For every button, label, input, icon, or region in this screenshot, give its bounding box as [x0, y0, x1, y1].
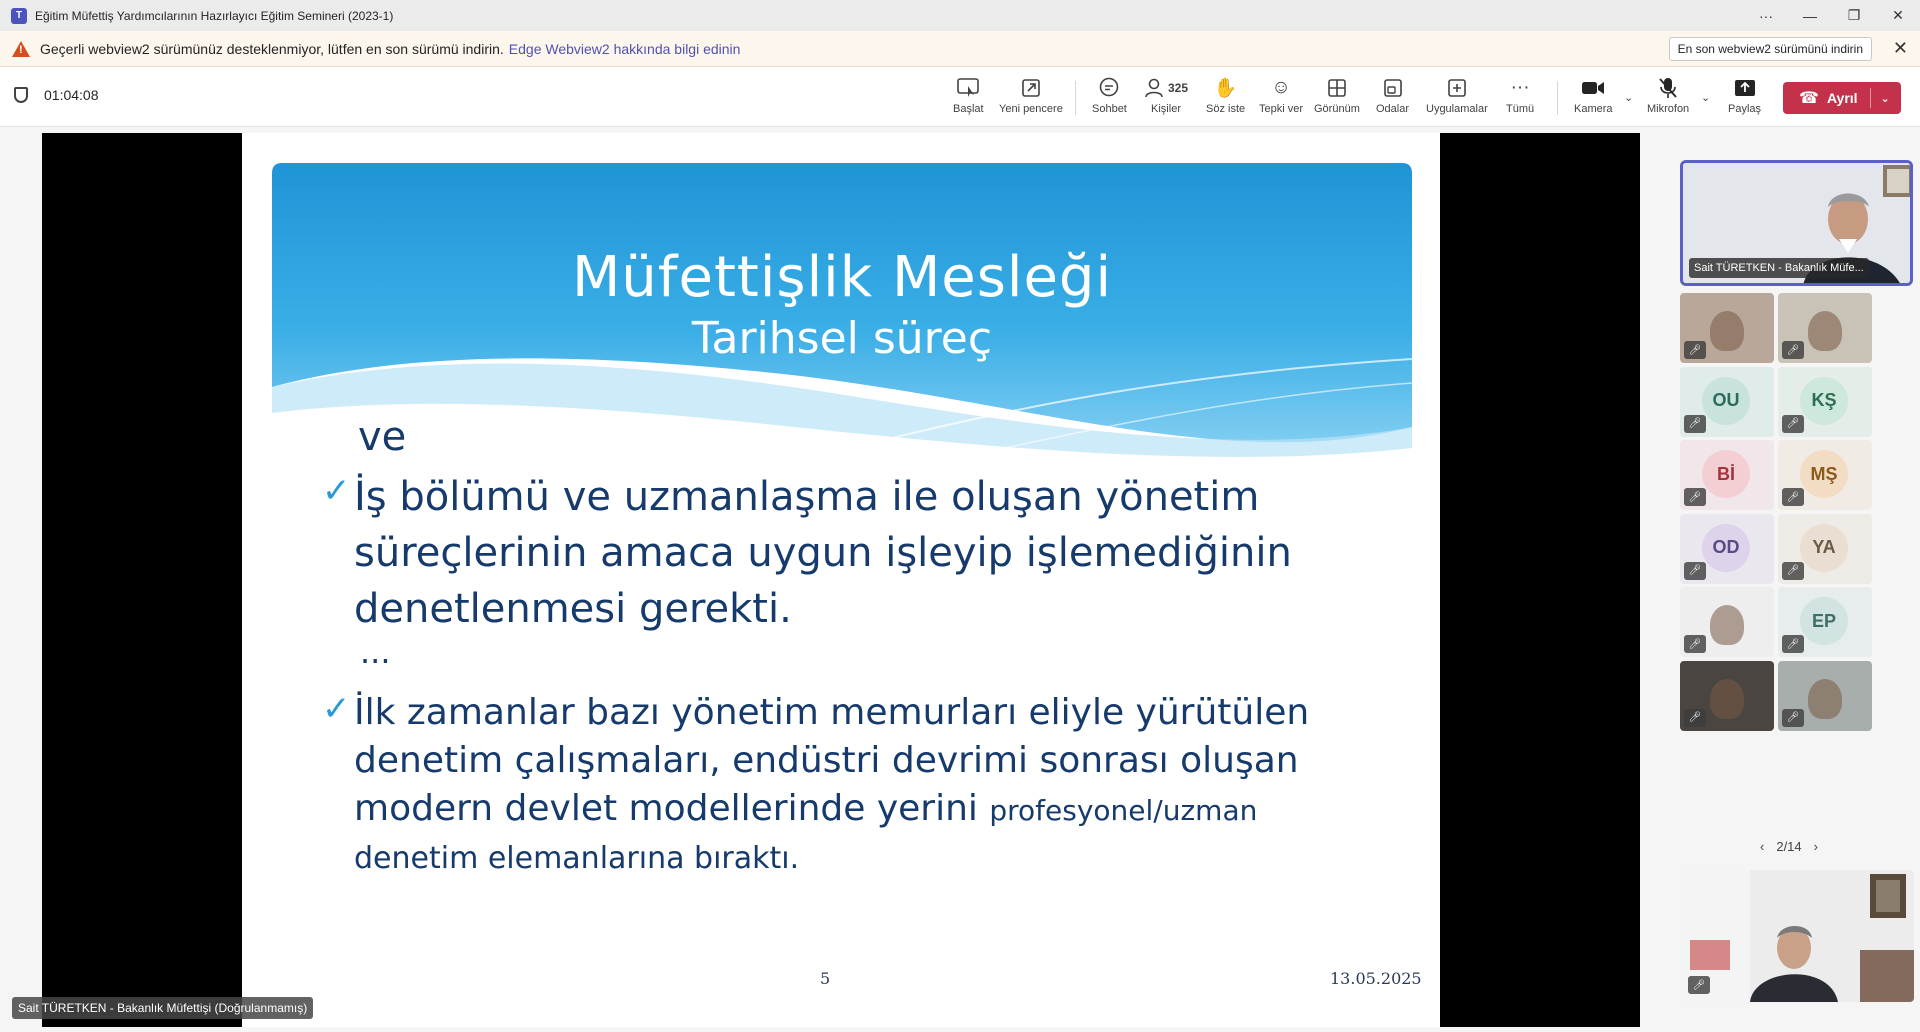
toolbar-separator — [1557, 81, 1558, 115]
smiley-icon: ☺ — [1271, 77, 1291, 98]
mic-muted-icon: 🎤︎ — [1782, 562, 1804, 580]
chat-icon — [1098, 75, 1120, 101]
leave-options-chevron-icon[interactable]: ⌄ — [1880, 92, 1890, 105]
camera-button[interactable]: Kamera — [1574, 75, 1613, 121]
camera-options-chevron-icon[interactable]: ⌄ — [1624, 92, 1634, 104]
slide-bullet-2 — [354, 689, 1309, 883]
webview-info-link[interactable]: Edge Webview2 hakkında bilgi edinin — [508, 40, 741, 57]
teams-app-icon: T — [11, 8, 27, 24]
meeting-timer — [14, 87, 99, 103]
participant-tile[interactable] — [1680, 514, 1774, 584]
bullet2-line: denetim çalışmaları, endüstri devrimi sonrası oluşan — [354, 740, 1299, 781]
leave-divider — [1870, 88, 1871, 108]
slide-subtitle: Tarihsel süreç — [691, 313, 993, 364]
rooms-button[interactable]: Odalar — [1376, 75, 1409, 121]
window-title: Eğitim Müfettiş Yardımcılarının Hazırlayıcı Eğitim Semineri (2023-1) — [35, 8, 394, 23]
slide-title: Müfettişlik Mesleği — [571, 245, 1113, 310]
participant-video — [1710, 679, 1744, 719]
mic-muted-icon: 🎤︎ — [1684, 488, 1706, 506]
participant-video — [1710, 311, 1744, 351]
participant-pager — [1760, 839, 1818, 854]
bullet1-line: süreçlerinin amaca uygun işleyip işlemediğinin — [354, 530, 1292, 576]
minimize-button[interactable]: — — [1803, 7, 1817, 24]
page-indicator: 2/14 — [1776, 839, 1802, 854]
speaker-name-label: Sait TÜRETKEN - Bakanlık Müfe... — [1689, 258, 1869, 278]
leave-label: Ayrıl — [1826, 90, 1858, 106]
people-icon — [1144, 75, 1188, 101]
participant-tile[interactable] — [1778, 367, 1872, 437]
participant-avatar: MŞ — [1800, 450, 1848, 498]
ellipsis-icon: ··· — [1510, 77, 1530, 98]
warning-icon: ! — [12, 41, 30, 57]
hang-up-icon: ☎ — [1799, 90, 1819, 107]
checkmark-icon: ✓ — [322, 689, 351, 729]
participant-tile[interactable] — [1680, 587, 1774, 657]
start-button[interactable]: Başlat — [953, 75, 984, 121]
slide-ellipsis: ... — [360, 633, 391, 671]
mic-muted-icon: 🎤︎ — [1684, 709, 1706, 727]
mic-options-chevron-icon[interactable]: ⌄ — [1701, 92, 1711, 104]
screen-start-icon — [957, 75, 979, 101]
download-webview-button[interactable]: En son webview2 sürümünü indirin — [1669, 37, 1872, 61]
bullet1-line: İş bölümü ve uzmanlaşma ile oluşan yönetim — [354, 474, 1260, 520]
participants-panel — [1670, 127, 1920, 1032]
shared-content-stage — [0, 127, 1670, 1032]
grid-icon — [1327, 75, 1347, 101]
mic-muted-icon: 🎤︎ — [1782, 415, 1804, 433]
chevron-right-icon[interactable]: › — [1813, 839, 1818, 854]
slide-intro-word: ve — [358, 414, 407, 460]
webview-warning-bar — [0, 31, 1920, 67]
microphone-button[interactable]: Mikrofon — [1647, 75, 1689, 121]
participant-video — [1808, 311, 1842, 351]
pop-out-icon — [1021, 75, 1041, 101]
share-icon — [1734, 75, 1756, 101]
bullet2-text: modern devlet modellerinde yerini — [354, 788, 978, 829]
bullet1-line: denetlenmesi gerekti. — [354, 586, 792, 632]
slide-date: 13.05.2025 — [1330, 969, 1422, 988]
more-options-button[interactable]: ··· — [1759, 7, 1773, 24]
presentation-slide — [242, 133, 1440, 1027]
participant-tile[interactable] — [1680, 661, 1774, 731]
presenter-name-tag: Sait TÜRETKEN - Bakanlık Müfettişi (Doğrulanmamış) — [12, 997, 313, 1019]
window-titlebar — [0, 0, 1920, 31]
chevron-left-icon[interactable]: ‹ — [1760, 839, 1765, 854]
self-video — [1680, 870, 1914, 1002]
rooms-icon — [1383, 75, 1403, 101]
new-window-button[interactable]: Yeni pencere — [999, 75, 1063, 121]
warning-close-icon[interactable]: ✕ — [1892, 38, 1908, 58]
hand-icon: ✋ — [1213, 78, 1238, 99]
participant-tile[interactable] — [1778, 587, 1872, 657]
meeting-toolbar — [0, 67, 1920, 127]
raise-hand-button[interactable]: ✋ Söz iste — [1206, 75, 1245, 121]
participant-video — [1710, 605, 1744, 645]
toolbar-separator — [1075, 81, 1076, 115]
bullet2-line: denetim elemanlarına bıraktı. — [354, 841, 800, 876]
participant-tile[interactable] — [1778, 514, 1872, 584]
participant-avatar: Bİ — [1702, 450, 1750, 498]
share-button[interactable]: Paylaş — [1728, 75, 1761, 121]
chat-button[interactable]: Sohbet — [1092, 75, 1127, 121]
mic-muted-icon: 🎤︎ — [1684, 635, 1706, 653]
participant-tile[interactable] — [1680, 367, 1774, 437]
mic-muted-icon: 🎤︎ — [1782, 635, 1804, 653]
speaker-video-tile[interactable] — [1680, 160, 1913, 286]
participant-tile[interactable] — [1778, 440, 1872, 510]
restore-button[interactable]: ❐ — [1847, 7, 1861, 23]
participant-avatar: OU — [1702, 377, 1750, 425]
apps-button[interactable]: Uygulamalar — [1426, 75, 1488, 121]
slide-bullet-1 — [354, 469, 1292, 637]
mic-muted-icon: 🎤︎ — [1684, 341, 1706, 359]
participant-tile[interactable] — [1680, 440, 1774, 510]
mic-muted-icon: 🎤︎ — [1782, 488, 1804, 506]
react-button[interactable]: ☺ Tepki ver — [1259, 77, 1304, 115]
camera-icon — [1581, 75, 1605, 101]
mic-muted-icon: 🎤︎ — [1688, 976, 1710, 994]
view-button[interactable]: Görünüm — [1314, 75, 1360, 121]
self-video-tile[interactable] — [1680, 870, 1914, 1002]
people-button[interactable]: 325 Kişiler — [1144, 75, 1188, 121]
mic-muted-icon: 🎤︎ — [1684, 562, 1706, 580]
meeting-duration: 01:04:08 — [44, 87, 99, 103]
shield-icon — [14, 87, 28, 103]
checkmark-icon: ✓ — [322, 471, 351, 511]
participant-tile[interactable] — [1680, 293, 1774, 363]
bullet2-text-small: profesyonel/uzman — [989, 794, 1258, 827]
participant-tile[interactable] — [1778, 661, 1872, 731]
add-app-icon — [1447, 75, 1467, 101]
close-button[interactable]: ✕ — [1892, 7, 1904, 23]
participant-avatar: KŞ — [1800, 377, 1848, 425]
mic-muted-icon: 🎤︎ — [1782, 709, 1804, 727]
leave-button[interactable] — [1783, 82, 1901, 114]
participant-avatar: EP — [1800, 597, 1848, 645]
mic-muted-icon: 🎤︎ — [1684, 415, 1706, 433]
participant-avatar: OD — [1702, 524, 1750, 572]
bullet2-line: İlk zamanlar bazı yönetim memurları eliyle yürütülen — [354, 692, 1310, 733]
participant-avatar: YA — [1800, 524, 1848, 572]
participant-video — [1808, 679, 1842, 719]
participant-tile[interactable] — [1778, 293, 1872, 363]
mic-muted-icon: 🎤︎ — [1782, 341, 1804, 359]
more-button[interactable]: ··· Tümü — [1506, 77, 1535, 115]
shared-screen — [42, 133, 1640, 1027]
warning-message: Geçerli webview2 sürümünüz desteklenmiyor, lütfen en son sürümü indirin. — [40, 40, 504, 57]
people-count: 325 — [1168, 81, 1189, 95]
bullet2-line — [354, 785, 1309, 835]
mic-off-icon — [1658, 75, 1678, 101]
slide-page-number: 5 — [820, 969, 831, 988]
window-controls — [1744, 0, 1920, 31]
